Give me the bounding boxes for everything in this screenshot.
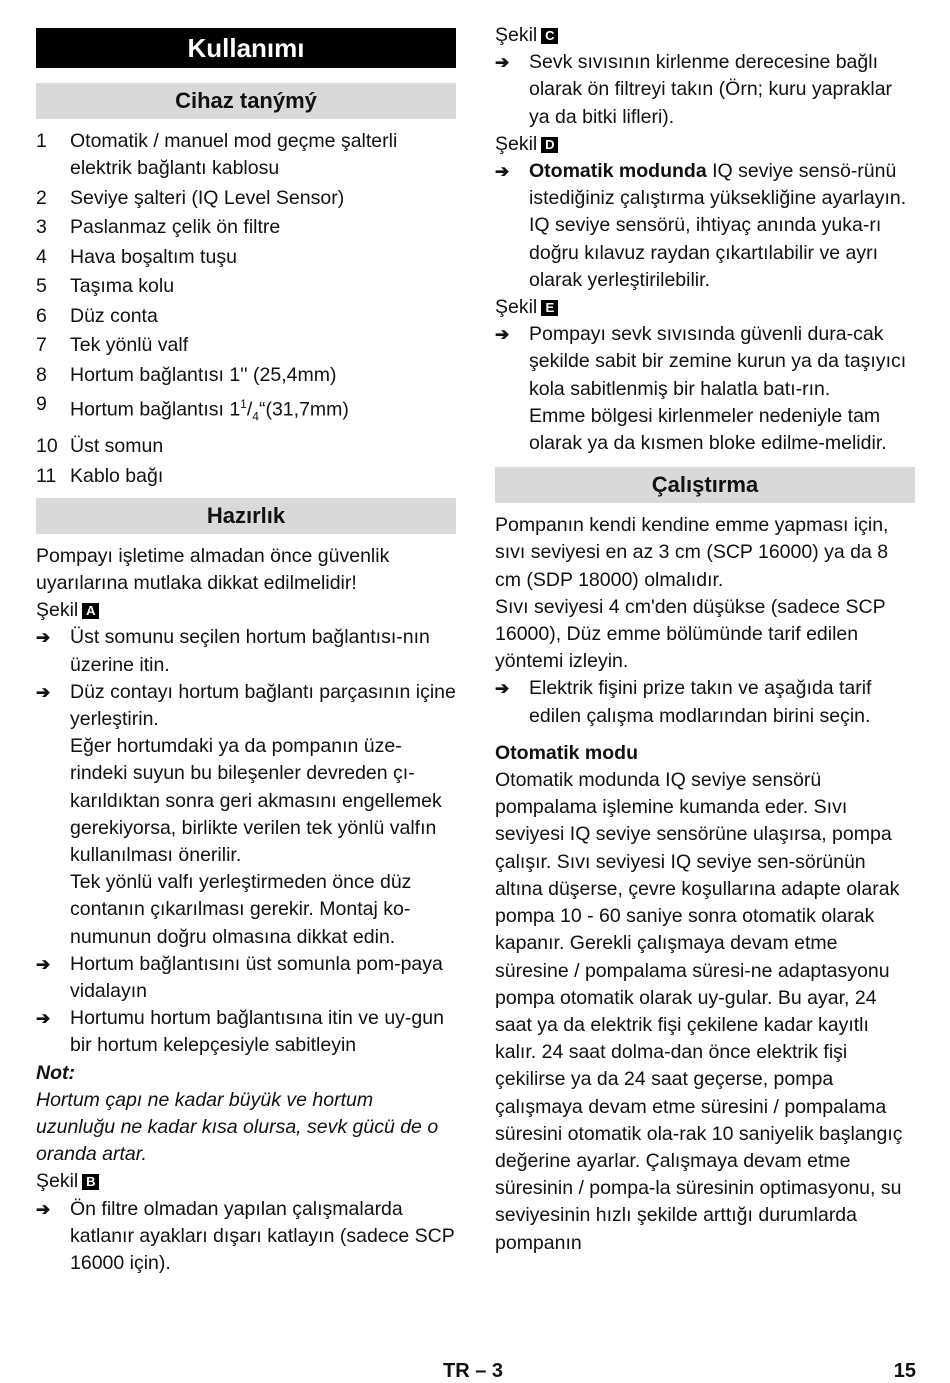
bullet-item: ➔ Elektrik fişini prize takın ve aşağıda tarif edilen çalışma modlarından birini seçin. [495, 675, 915, 729]
figure-letter-badge: D [541, 137, 558, 153]
figure-letter-badge: C [541, 28, 558, 44]
subheading-otomatik: Otomatik modu [495, 741, 639, 764]
bullet-item: ➔ Hortumu hortum bağlantısına itin ve uy-gun bir hortum kelepçesiyle sabitleyin [36, 1005, 456, 1059]
arrow-right-icon: ➔ [36, 682, 51, 702]
list-item: 11 Kablo bağı [36, 464, 164, 487]
arrow-right-icon: ➔ [36, 1009, 51, 1029]
arrow-right-icon: ➔ [495, 325, 510, 345]
list-item: 5 Taşıma kolu [36, 275, 175, 298]
list-item: 8 Hortum bağlantısı 1'' (25,4mm) [36, 363, 337, 386]
figure-ref-b: Şekil B [36, 1168, 456, 1195]
figure-ref-c: Şekil C [495, 22, 915, 49]
bullet-item: ➔ Düz contayı hortum bağlantı parçasının içine yerleştirin. [36, 679, 456, 733]
arrow-right-icon: ➔ [36, 628, 51, 648]
paragraph: Otomatik modunda IQ seviye sensörü pompalama işlemine kumanda eder. Sıvı seviyesi IQ seviye sensörüne ulaşırsa, pompa çalışır. Sıvı seviyesi IQ seviye sen-sörünün altına düşerse, çevre koşullarına adapte olarak pompa 10 - 60 saniye sonra otomatik olarak kapanır. Gerekli çalışmaya devam etme süresine / pompalama süresi-ne adaptasyonu pompa otomatik olarak uy-gular. Bu ayar, 24 saat ya da elektrik fişi çekilene kadar kayıtlı kalır. 24 saat dolma-dan önce elektrik fişi çekilirse ya da 24 saat geçerse, pompa çalışmaya devam etme süresini / pompalama süresini otomatik ola-rak 10 saniyelik başlangıç değerine ayarlar. Çalışmaya devam etme süresinin / pompa-la süresinin optimasyonu, su seviyesinin hızlı şekilde arttığı durumlarda pompanın [495, 769, 903, 1254]
paragraph: Sıvı seviyesi 4 cm'den düşükse (sadece SCP 16000), Düz emme bölümünde tarif edilen yöntemi izleyin. [495, 595, 886, 673]
list-item: 6 Düz conta [36, 304, 158, 327]
paragraph: Emme bölgesi kirlenmeler nedeniyle tam olarak ya da kısmen bloke edilme-melidir. [529, 404, 887, 455]
arrow-right-icon: ➔ [495, 53, 510, 73]
figure-letter-badge: A [82, 603, 99, 619]
bullet-item: ➔ Sevk sıvısının kirlenme derecesine bağlı olarak ön filtreyi takın (Örn; kuru yapraklar ya da bitki lifleri). [495, 49, 915, 131]
figure-letter-badge: E [541, 300, 558, 316]
list-item: 2 Seviye şalteri (IQ Level Sensor) [36, 186, 345, 209]
list-item: 7 Tek yönlü valf [36, 334, 189, 357]
left-column [36, 28, 456, 1277]
bullet-item: ➔ Üst somunu seçilen hortum bağlantısı-nın üzerine itin. [36, 624, 456, 678]
section-heading-calistirma: Çalıştırma [495, 467, 915, 503]
figure-ref-e: Şekil E [495, 294, 915, 321]
arrow-right-icon: ➔ [495, 162, 510, 182]
arrow-right-icon: ➔ [495, 679, 510, 699]
note-label: Not: [36, 1061, 75, 1084]
paragraph: IQ seviye sensörü, ihtiyaç anında yuka-rı doğru kılavuz raydan çıkartılabilir ve ayrı olarak yerleştirilebilir. [529, 214, 882, 291]
bullet-item: ➔ Ön filtre olmadan yapılan çalışmalarda katlanır ayakları dışarı katlayın (sadece SCP 16000 için). [36, 1196, 456, 1278]
list-item: 3 Paslanmaz çelik ön filtre [36, 216, 281, 239]
hazirlik-intro: Pompayı işletime almadan önce güvenlik uyarılarına mutlaka dikkat edilmelidir! [36, 544, 390, 594]
page-title: Kullanımı [36, 28, 456, 68]
bullet-item: ➔ Pompayı sevk sıvısında güvenli dura-cak şekilde sabit bir zemine kurun ya da taşıyıcı kola sabitlenmiş bir halatla batı-rın. [495, 321, 915, 403]
list-item: 4 Hava boşaltım tuşu [36, 245, 237, 268]
figure-ref-d: Şekil D [495, 131, 915, 158]
arrow-right-icon: ➔ [36, 1199, 51, 1219]
bullet-item: ➔ Hortum bağlantısını üst somunla pom-paya vidalayın [36, 951, 456, 1005]
section-heading-cihaz: Cihaz tanýmý [36, 83, 456, 119]
list-item: 9 Hortum bağlantısı $1^1/_4“(31,7mm)$ [36, 393, 349, 424]
arrow-right-icon: ➔ [36, 954, 51, 974]
paragraph: Pompanın kendi kendine emme yapması için, sıvı seviyesi en az 3 cm (SCP 16000) ya da 8 cm (SDP 18000) olmalıdır. [495, 514, 889, 591]
footer-language-page: TR – 3 [443, 1360, 504, 1382]
section-heading-hazirlik: Hazırlık [36, 498, 456, 534]
list-item: 1 Otomatik / manuel mod geçme şalterli elektrik bağlantı kablosu [36, 130, 398, 180]
figure-ref-a: Şekil A [36, 597, 456, 624]
bullet-item: ➔ Otomatik modunda IQ seviye sensö-rünü istediğiniz çalıştırma yüksekliğine ayarlayın. [495, 158, 915, 212]
figure-letter-badge: B [82, 1174, 99, 1190]
note-text: Hortum çapı ne kadar büyük ve hortum uzunluğu ne kadar kısa olursa, sevk gücü de o oranda artar. [36, 1088, 439, 1166]
footer-page-number: 15 [893, 1360, 916, 1382]
paragraph: Eğer hortumdaki ya da pompanın üze-rindeki suyun bu bileşenler devreden çı-karıldıktan sonra geri akmasını engellemek gerekiyorsa, birlikte verilen tek yönlü valfın kullanılması önerilir. [70, 735, 442, 867]
parts-list [36, 128, 456, 490]
list-item: 10 Üst somun [36, 435, 164, 458]
paragraph: Tek yönlü valfı yerleştirmeden önce düz contanın çıkarılması gerekir. Montaj ko-numunun doğru olmasına dikkat edin. [70, 871, 412, 948]
right-column [495, 22, 915, 1257]
